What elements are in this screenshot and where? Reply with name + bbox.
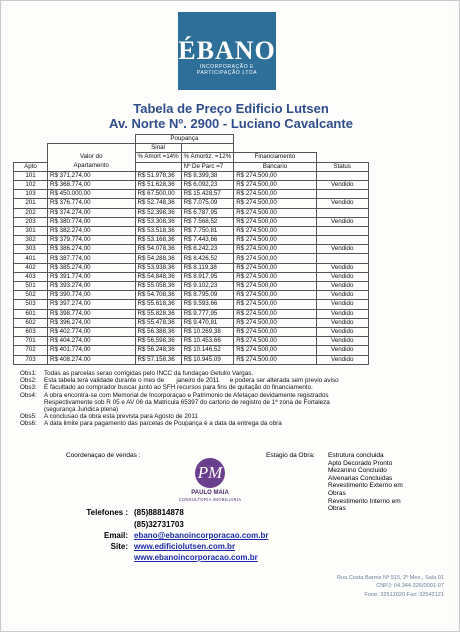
- stage-list: [328, 452, 440, 513]
- status-cell: [316, 208, 368, 217]
- observation-key: [20, 399, 44, 406]
- status-cell: Vendido: [316, 199, 368, 208]
- apto-cell: 301: [14, 226, 48, 235]
- status-cell: Vendido: [316, 282, 368, 291]
- observation-key: Obs6:: [20, 420, 37, 428]
- parcela-cell: R$ 8.795,09: [181, 291, 234, 300]
- address-line-1: Rua Costa Barros Nº 915, 2º Mez., Sala 01: [337, 575, 444, 581]
- table-row: [14, 199, 369, 208]
- status-cell: [316, 190, 368, 199]
- valor-cell: R$ 404.274,00: [48, 337, 136, 346]
- stage-item: Mezanino Concluido: [328, 467, 387, 475]
- sinal-cell: R$ 53.518,36: [135, 226, 181, 235]
- status-cell: Vendido: [316, 217, 368, 226]
- observation-text: Todas as parcelas serao corrigidas pelo INCC da fundaçao Getulio Vargas.: [44, 370, 254, 377]
- observation-text: Esta tabela terá validade durante o mes de janeiro de 2011 e podera ser alterada sem previo aviso: [44, 377, 339, 385]
- observation-text: É facultado ao comprador buscar junto ao SFH recursos para fins de quitação do financiamento.: [44, 384, 313, 392]
- financiamento-cell: R$ 274.500,00: [234, 236, 317, 245]
- status-cell: Vendido: [316, 272, 368, 281]
- financiamento-cell: R$ 274.500,00: [234, 272, 317, 281]
- observation-text: A obra encontra-se com Memorial de Incorporaçao e Patrimonio de Afetaçao devidamente registrados: [44, 391, 329, 399]
- apto-cell: 202: [14, 208, 48, 217]
- financiamento-cell: R$ 274.500,00: [234, 180, 317, 189]
- valor-cell: R$ 385.274,00: [48, 263, 136, 272]
- observation-line: [20, 392, 339, 399]
- valor-cell: R$ 387.774,00: [48, 254, 136, 263]
- site-label: Site:: [110, 542, 128, 551]
- financiamento-header: Financiamento: [234, 153, 317, 162]
- sinal-cell: R$ 56.388,36: [135, 327, 181, 336]
- table-row: [14, 318, 369, 327]
- table-row: [14, 180, 369, 189]
- parcela-cell: R$ 7.443,66: [181, 236, 234, 245]
- apto-cell: 601: [14, 309, 48, 318]
- sinal-cell: R$ 55.478,36: [135, 318, 181, 327]
- parcela-cell: R$ 8.917,95: [181, 272, 234, 281]
- valor-cell: R$ 380.774,00: [48, 217, 136, 226]
- parcela-cell: R$ 9.777,95: [181, 309, 234, 318]
- financiamento-cell: R$ 274.500,00: [234, 190, 317, 199]
- observation-text: Respectivamente sob R 05 e AV 06 da Matricula 65397 do cartorio de registro de 1ª zona de Fortaleza: [44, 398, 330, 406]
- document-title: Tabela de Preço Edificio Lutsen: [133, 101, 329, 116]
- observation-text: A data limite para pagamento das parcelas de Poupança é a data da entrega da obra: [44, 420, 282, 428]
- financiamento-cell: R$ 274.500,00: [234, 309, 317, 318]
- apto-cell: 502: [14, 291, 48, 300]
- site-link-2[interactable]: www.ebanoincorporacao.com.br: [134, 553, 258, 562]
- table-row: [14, 272, 369, 281]
- parcela-cell: R$ 7.075,09: [181, 199, 234, 208]
- financiamento-cell: R$ 274.500,00: [234, 217, 317, 226]
- table-header-row-1: [14, 135, 369, 144]
- parcela-cell: R$ 9.102,23: [181, 282, 234, 291]
- apto-cell: 503: [14, 300, 48, 309]
- observation-text: (segurança Juridica plena): [44, 406, 119, 414]
- logo-tagline-2: PARTICIPAÇÃO LTDA: [196, 70, 258, 76]
- apto-header: Apto: [14, 162, 48, 171]
- parcela-cell: R$ 10.945,09: [181, 355, 234, 364]
- observation-key: Obs5:: [20, 413, 37, 421]
- document-sheet: [8, 6, 454, 628]
- observation-key: Obs3:: [20, 384, 37, 392]
- sinal-cell: R$ 52.398,36: [135, 208, 181, 217]
- financiamento-cell: R$ 274.500,00: [234, 346, 317, 355]
- table-row: [14, 226, 369, 235]
- table-row: [14, 236, 369, 245]
- table-row: [14, 254, 369, 263]
- valor-cell: R$ 401.774,00: [48, 346, 136, 355]
- status-cell: Vendido: [316, 245, 368, 254]
- parcela-cell: R$ 9.470,81: [181, 318, 234, 327]
- sinal-cell: R$ 55.618,36: [135, 300, 181, 309]
- status-cell: Vendido: [316, 263, 368, 272]
- apto-cell: 701: [14, 337, 48, 346]
- financiamento-cell: R$ 274.500,00: [234, 318, 317, 327]
- valor-cell: R$ 382.274,00: [48, 226, 136, 235]
- valor-cell: R$ 391.774,00: [48, 272, 136, 281]
- apto-cell: 103: [14, 190, 48, 199]
- document-subtitle: Av. Norte Nº. 2900 - Luciano Cavalcante: [109, 116, 353, 131]
- status-cell: Vendido: [316, 180, 368, 189]
- apto-cell: 403: [14, 272, 48, 281]
- table-row: [14, 291, 369, 300]
- financiamento-cell: R$ 274.500,00: [234, 282, 317, 291]
- status-cell: Vendido: [316, 355, 368, 364]
- financiamento-cell: R$ 274.500,00: [234, 171, 317, 180]
- phone-label: Telefones :: [86, 508, 128, 517]
- stage-item: Apto Decorado Pronto: [328, 459, 393, 467]
- phone-2: (85)32731703: [134, 520, 184, 529]
- stage-item: Estrutura concluida: [328, 452, 384, 459]
- table-header-row-4: [14, 162, 369, 171]
- price-table: [13, 134, 369, 365]
- table-row: [14, 309, 369, 318]
- sinal-header: Sinal: [135, 144, 181, 153]
- valor-cell: R$ 450.000,00: [48, 190, 136, 199]
- table-row: [14, 217, 369, 226]
- broker-name: PAULO MAIA: [191, 490, 229, 496]
- stage-item: Revestimento Externo em: [328, 482, 403, 490]
- observation-line: [20, 406, 339, 413]
- apto-cell: 501: [14, 282, 48, 291]
- table-row: [14, 346, 369, 355]
- sinal-cell: R$ 56.248,36: [135, 346, 181, 355]
- valor-cell: R$ 379.774,00: [48, 236, 136, 245]
- observations: [20, 370, 339, 428]
- email-label: Email:: [103, 531, 128, 540]
- phone-1: (85)88814878: [134, 508, 184, 517]
- valor-cell: R$ 408.274,00: [48, 355, 136, 364]
- table-row: [14, 327, 369, 336]
- apto-cell: 203: [14, 217, 48, 226]
- sinal-cell: R$ 55.828,36: [135, 309, 181, 318]
- site-link-1[interactable]: www.edificiolutsen.com.br: [134, 542, 236, 551]
- amort-cell: % Amort = 14%: [135, 153, 181, 162]
- bancario-header: Bancario: [234, 162, 317, 171]
- table-row: [14, 171, 369, 180]
- status-cell: [316, 226, 368, 235]
- amortiz-cell: % Amortiz. = 12%: [181, 153, 234, 162]
- observation-line: [20, 420, 339, 427]
- apto-cell: 302: [14, 236, 48, 245]
- observation-key: Obs4:: [20, 391, 37, 399]
- sinal-cell: R$ 55.058,36: [135, 282, 181, 291]
- valor-cell: R$ 393.274,00: [48, 282, 136, 291]
- financiamento-cell: R$ 274.500,00: [234, 199, 317, 208]
- parcela-cell: R$ 8.426,52: [181, 254, 234, 263]
- observation-line: [20, 399, 339, 406]
- status-cell: [316, 171, 368, 180]
- sinal-cell: R$ 53.938,36: [135, 263, 181, 272]
- status-header: Status: [316, 162, 368, 171]
- sinal-cell: R$ 54.708,36: [135, 291, 181, 300]
- sinal-cell: R$ 67.500,00: [135, 190, 181, 199]
- apto-cell: 702: [14, 346, 48, 355]
- observation-line: [20, 370, 339, 377]
- sinal-cell: R$ 54.078,36: [135, 245, 181, 254]
- stage-item: Revestimento Interno em: [328, 497, 401, 505]
- table-row: [14, 282, 369, 291]
- stage-item: Obras: [328, 489, 346, 497]
- valor-cell: R$ 402.774,00: [48, 327, 136, 336]
- broker-tagline: CONSULTORIA IMOBILIARIA: [178, 497, 242, 502]
- valor-header: Valor do: [48, 153, 136, 162]
- financiamento-cell: R$ 274.500,00: [234, 337, 317, 346]
- status-cell: Vendido: [316, 291, 368, 300]
- table-row: [14, 245, 369, 254]
- apto-cell: 703: [14, 355, 48, 364]
- status-cell: Vendido: [316, 337, 368, 346]
- address-line-3: Fone: 32512020 Fax: 32542121: [364, 591, 444, 598]
- valor-cell: R$ 376.774,00: [48, 199, 136, 208]
- stage-item: Obras: [328, 505, 346, 513]
- observation-key: [20, 406, 44, 413]
- valor-cell: R$ 371.274,00: [48, 171, 136, 180]
- apto-cell: 201: [14, 199, 48, 208]
- parcela-cell: R$ 10.453,66: [181, 337, 234, 346]
- valor-cell: R$ 396.274,00: [48, 318, 136, 327]
- apto-cell: 603: [14, 327, 48, 336]
- sinal-cell: R$ 51.978,36: [135, 171, 181, 180]
- sinal-cell: R$ 53.168,36: [135, 236, 181, 245]
- financiamento-cell: R$ 274.500,00: [234, 300, 317, 309]
- parc-cell: Nº De Parc = 7: [181, 162, 234, 171]
- financiamento-cell: R$ 274.500,00: [234, 263, 317, 272]
- financiamento-cell: R$ 274.500,00: [234, 226, 317, 235]
- valor-cell: R$ 386.274,00: [48, 245, 136, 254]
- observation-text: A conclusao da obra esta prevista para Agosto de 2011: [44, 413, 198, 421]
- sinal-cell: R$ 51.628,36: [135, 180, 181, 189]
- table-header-row-2: [14, 144, 369, 153]
- sinal-cell: R$ 54.288,36: [135, 254, 181, 263]
- valor-cell: R$ 397.274,00: [48, 300, 136, 309]
- table-row: [14, 190, 369, 199]
- parcela-cell: R$ 7.750,81: [181, 226, 234, 235]
- apto-cell: 602: [14, 318, 48, 327]
- table-row: [14, 355, 369, 364]
- table-row: [14, 300, 369, 309]
- observation-key: Obs1:: [20, 370, 37, 377]
- observation-key: Obs2:: [20, 377, 37, 385]
- paulo-maia-logo: [174, 458, 246, 506]
- pm-monogram: PM: [195, 458, 225, 488]
- valor-cell: R$ 398.774,00: [48, 309, 136, 318]
- valor-cell: R$ 374.274,00: [48, 208, 136, 217]
- observation-line: [20, 413, 339, 420]
- table-row: [14, 263, 369, 272]
- status-cell: [316, 236, 368, 245]
- sinal-cell: R$ 56.598,36: [135, 337, 181, 346]
- financiamento-cell: R$ 274.500,00: [234, 208, 317, 217]
- parcela-cell: R$ 8.242,23: [181, 245, 234, 254]
- financiamento-cell: R$ 274.500,00: [234, 327, 317, 336]
- valor-cell: R$ 390.774,00: [48, 291, 136, 300]
- apto-cell: 102: [14, 180, 48, 189]
- sinal-cell: R$ 57.158,36: [135, 355, 181, 364]
- parcela-cell: R$ 7.568,52: [181, 217, 234, 226]
- coordenacao-label: Coordenaçao de vendas :: [66, 452, 141, 459]
- parcela-cell: R$ 10.146,52: [181, 346, 234, 355]
- parcela-cell: R$ 8.399,38: [181, 171, 234, 180]
- apto-cell: 303: [14, 245, 48, 254]
- financiamento-cell: R$ 274.500,00: [234, 355, 317, 364]
- company-address: [328, 574, 444, 599]
- parcela-cell: R$ 6.092,23: [181, 180, 234, 189]
- stage-label: Estagio da Obra:: [266, 452, 315, 459]
- status-cell: Vendido: [316, 346, 368, 355]
- logo-name: ÉBANO: [178, 36, 276, 65]
- sinal-cell: R$ 53.308,36: [135, 217, 181, 226]
- address-line-2: CNPJ: 04.344.326/0001-97: [376, 583, 444, 590]
- status-cell: Vendido: [316, 300, 368, 309]
- sinal-cell: R$ 54.848,36: [135, 272, 181, 281]
- table-row: [14, 337, 369, 346]
- table-row: [14, 208, 369, 217]
- status-cell: Vendido: [316, 318, 368, 327]
- status-cell: Vendido: [316, 327, 368, 336]
- ebano-logo: [178, 12, 276, 90]
- sinal-cell: R$ 52.748,36: [135, 199, 181, 208]
- financiamento-cell: R$ 274.500,00: [234, 254, 317, 263]
- stage-item: Alvenarias Concluidas: [328, 474, 393, 482]
- status-cell: [316, 254, 368, 263]
- financiamento-cell: R$ 274.500,00: [234, 291, 317, 300]
- apto-cell: 101: [14, 171, 48, 180]
- table-header-row-3: [14, 153, 369, 162]
- parcela-cell: R$ 6.787,95: [181, 208, 234, 217]
- poupanca-header: Poupança: [135, 135, 234, 144]
- observation-line: [20, 384, 339, 391]
- parcela-cell: R$ 15.428,57: [181, 190, 234, 199]
- apto-cell: 402: [14, 263, 48, 272]
- logo-tagline-1: INCORPORAÇÃO E: [199, 64, 255, 70]
- apartamento-header: Apartamento: [48, 162, 136, 171]
- parcela-cell: R$ 9.593,66: [181, 300, 234, 309]
- apto-cell: 401: [14, 254, 48, 263]
- financiamento-cell: R$ 274.500,00: [234, 245, 317, 254]
- email-link[interactable]: ebano@ebanoincorporacao.com.br: [134, 531, 269, 540]
- status-cell: Vendido: [316, 309, 368, 318]
- parcela-cell: R$ 8.119,38: [181, 263, 234, 272]
- parcela-cell: R$ 10.269,38: [181, 327, 234, 336]
- valor-cell: R$ 368.774,00: [48, 180, 136, 189]
- table-body: [14, 171, 369, 364]
